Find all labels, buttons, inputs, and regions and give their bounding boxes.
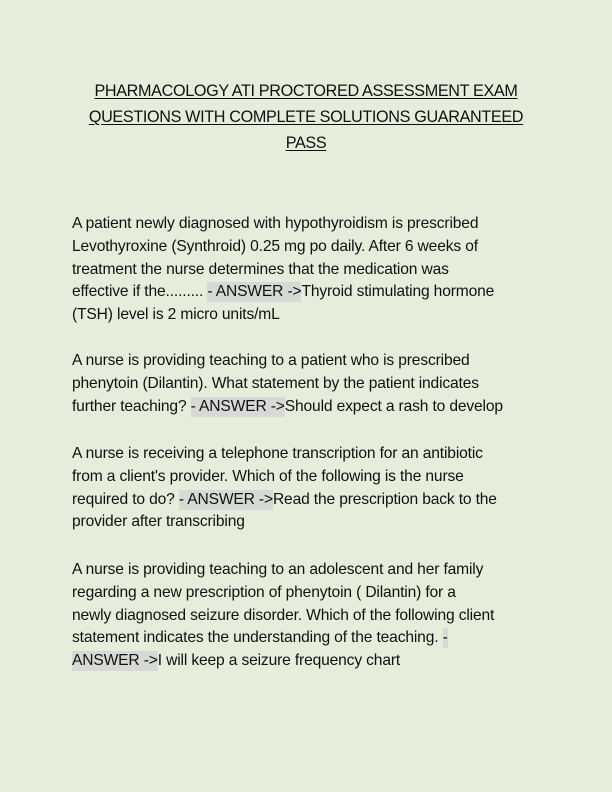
- question-2-line-2: phenytoin (Dilantin). What statement by the patient indicates: [72, 374, 479, 392]
- answer-marker-1: - ANSWER ->: [207, 283, 302, 301]
- question-3-line-1: A nurse is receiving a telephone transcription for an antibiotic: [72, 445, 483, 462]
- answer-3-line-1: Read the prescription back to the: [272, 490, 497, 508]
- question-1-line-4: [72, 281, 542, 304]
- question-2-line-1: A nurse is providing teaching to a patient who is prescribed: [72, 352, 470, 369]
- answer-2-text: Should expect a rash to develop: [284, 397, 503, 415]
- qa-item-2: [72, 350, 542, 418]
- qa-item-4: [72, 559, 542, 673]
- answer-4-line: [72, 650, 542, 673]
- qa-item-1: [72, 213, 542, 327]
- title-line-1: PHARMACOLOGY ATI PROCTORED ASSESSMENT EXAM: [94, 82, 518, 100]
- question-4-text-end: statement indicates the understanding of the teaching.: [72, 629, 439, 647]
- answer-3-line-2: provider after transcribing: [72, 513, 245, 531]
- qa-item-3: [72, 443, 542, 534]
- question-1-line-2: Levothyroxine (Synthroid) 0.25 mg po daily. After 6 weeks of: [72, 237, 478, 255]
- title-line-2: QUESTIONS WITH COMPLETE SOLUTIONS GUARANTEED: [88, 108, 524, 126]
- question-1-text-end: effective if the.........: [72, 283, 204, 301]
- answer-marker-2: - ANSWER ->: [190, 397, 285, 415]
- answer-marker-4: ANSWER ->: [72, 652, 158, 670]
- answer-marker-4-dash: -: [442, 629, 448, 647]
- question-4-line-4: [72, 627, 542, 650]
- question-3-text-end: required to do?: [72, 490, 175, 508]
- question-2-text-end: further teaching?: [72, 397, 187, 415]
- question-4-line-2: regarding a new prescription of phenytoin ( Dilantin) for a: [72, 583, 456, 601]
- question-3-line-2: from a client's provider. Which of the following is the nurse: [72, 467, 464, 485]
- answer-4-text: I will keep a seizure frequency chart: [157, 652, 401, 670]
- question-1-line-1: A patient newly diagnosed with hypothyroidism is prescribed: [72, 215, 479, 232]
- question-1-line-3: treatment the nurse determines that the medication was: [72, 260, 449, 278]
- answer-1-line-1: Thyroid stimulating hormone: [301, 283, 495, 301]
- question-4-line-1: A nurse is providing teaching to an adolescent and her family: [72, 561, 484, 578]
- title-line-3: PASS: [285, 134, 327, 152]
- answer-marker-3: - ANSWER ->: [178, 490, 273, 508]
- document-title: [70, 78, 542, 156]
- question-2-line-3: [72, 396, 542, 419]
- question-3-line-3: [72, 489, 542, 512]
- answer-1-line-2: (TSH) level is 2 micro units/mL: [72, 306, 280, 324]
- question-4-line-3: newly diagnosed seizure disorder. Which of the following client: [72, 606, 495, 624]
